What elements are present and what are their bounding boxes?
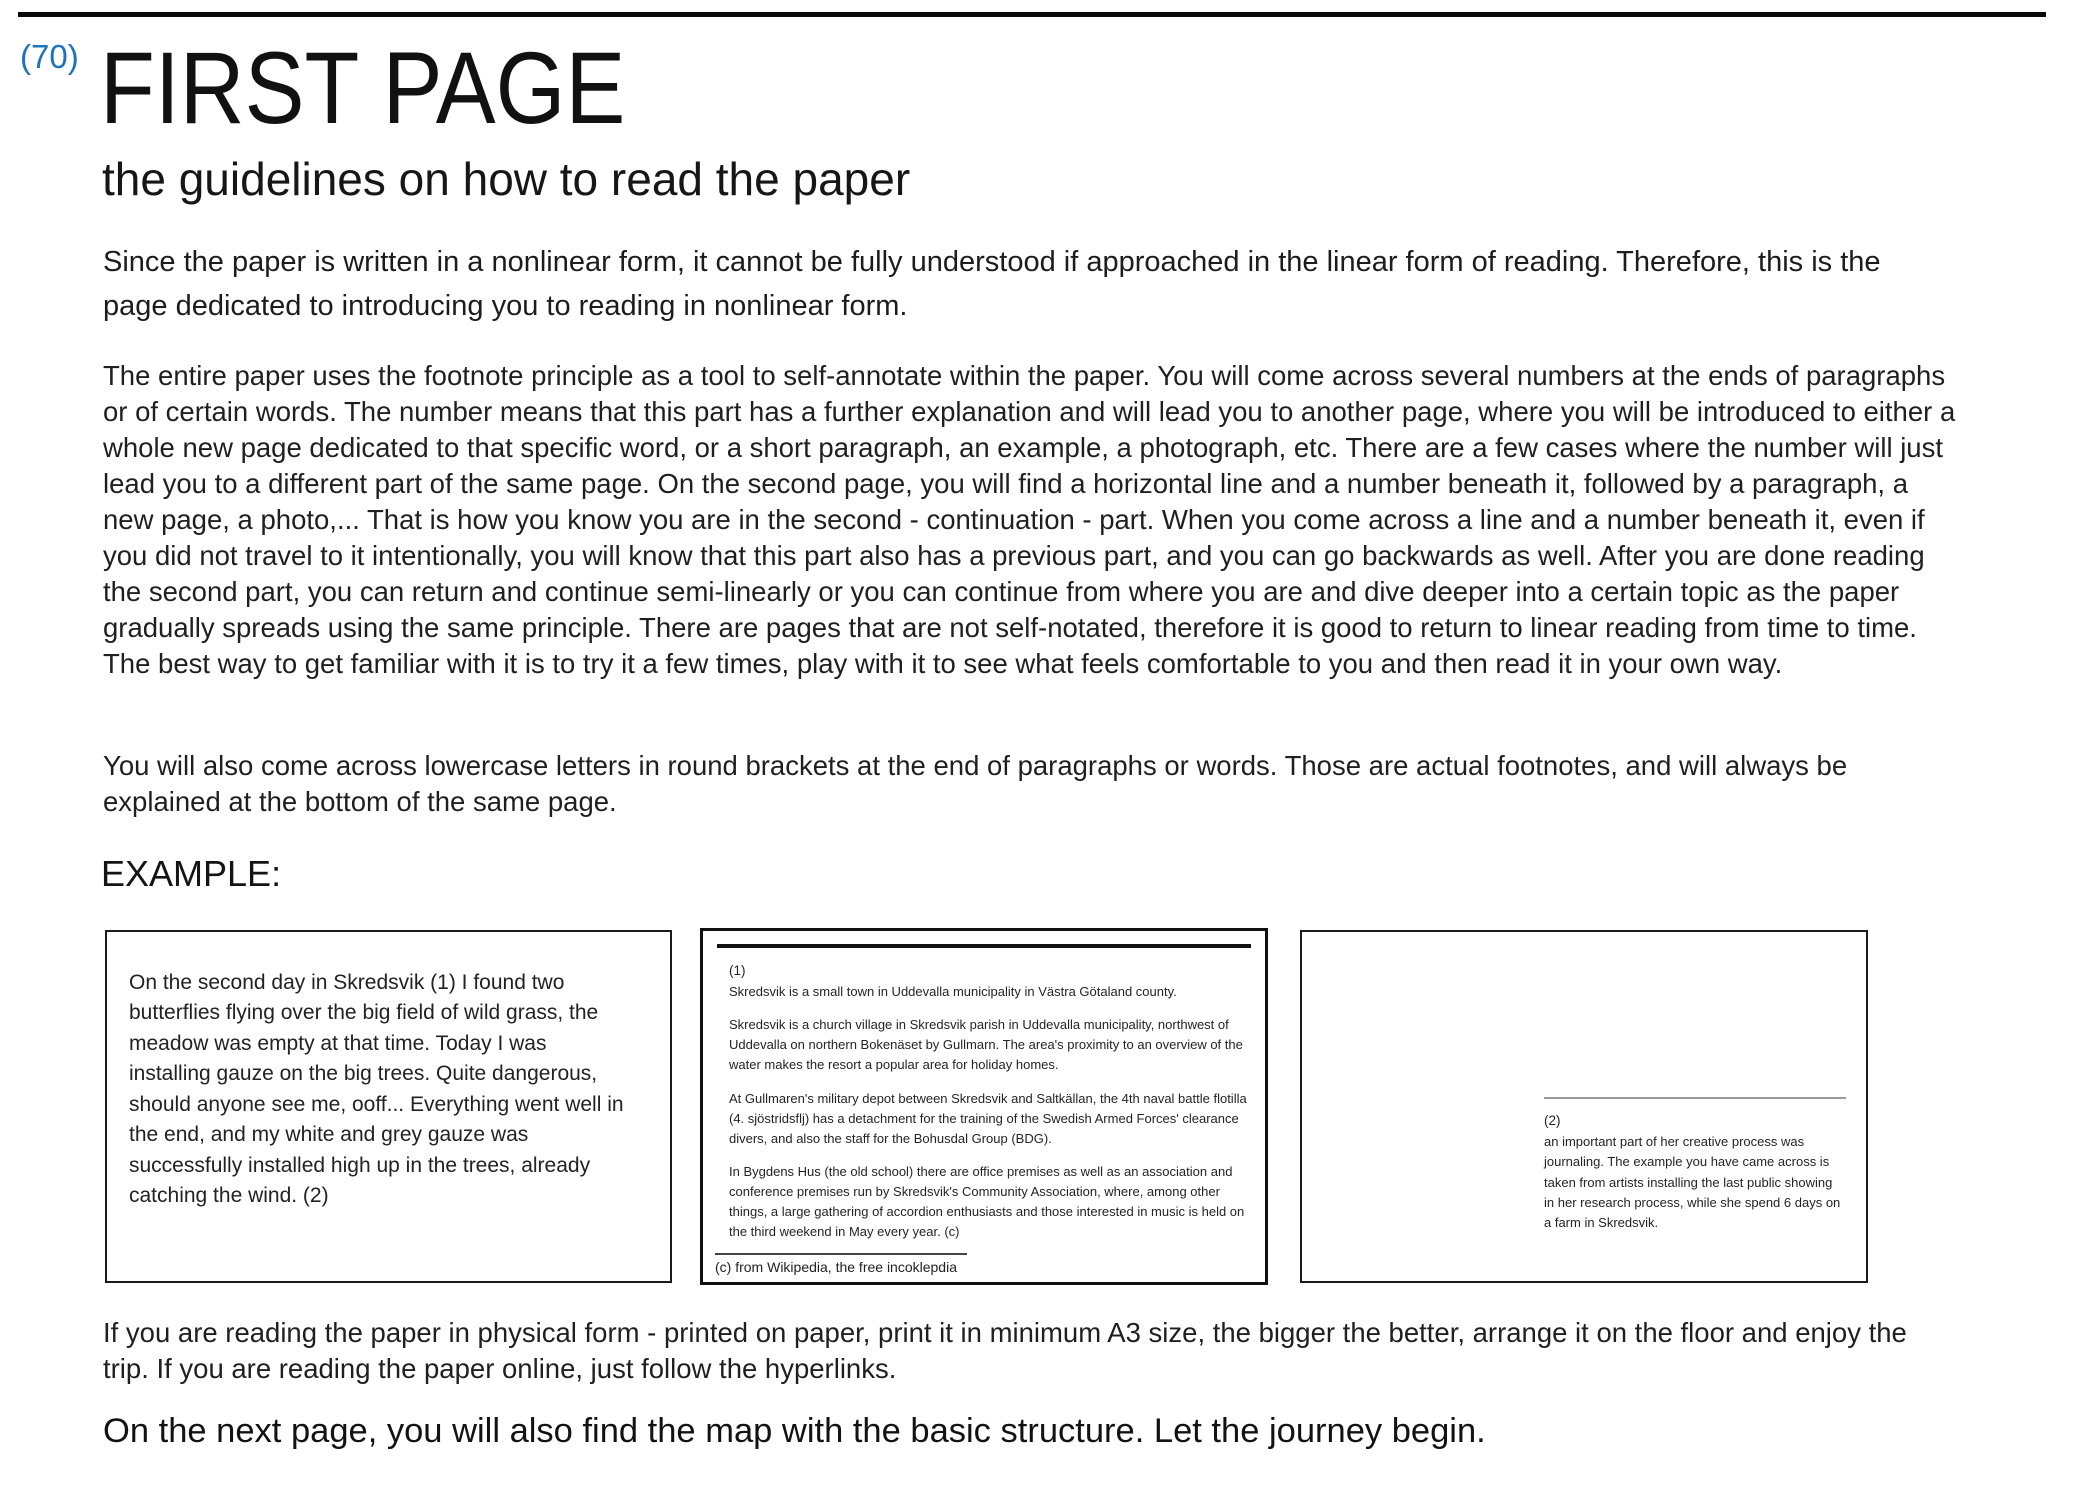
page-subtitle: the guidelines on how to read the paper (102, 153, 911, 205)
wiki-paragraph-1: Skredsvik is a small town in Uddevalla municipality in Västra Götaland county. (729, 984, 1177, 999)
footnote-rule (715, 1253, 967, 1255)
wiki-paragraph-4: In Bygdens Hus (the old school) there are office premises as well as an association and conference premises run by Skredsvik's Community Association, where, among other things, a large gathering of accordion enthusiasts and those interested in music is held on the third weekend in May every year. (c) (729, 1163, 1245, 1240)
wiki-paragraph-2: Skredsvik is a church village in Skredsvik parish in Uddevalla municipality, northwest of Uddevalla on northern Bokenäset by Gullmarn. The area's proximity to an overview of the water makes the resort a popular area for holiday homes. (729, 1017, 1243, 1073)
footnote-2-label: (2) (1544, 1113, 1561, 1129)
example-heading: EXAMPLE: (101, 853, 282, 894)
footnote-2-note (1544, 1097, 1846, 1233)
closing-line: On the next page, you will also find the map with the basic structure. Let the journey begin. (103, 1412, 1486, 1450)
wiki-paragraph-3: At Gullmaren's military depot between Skredsvik and Saltkällan, the 4th naval battle flotilla (4. sjöstridsflj) has a detachment for the training of the Swedish Armed Forces' clearance divers, and also the staff for the Bohusdal Group (BDG). (729, 1090, 1247, 1146)
footnote-1-label: (1) (729, 963, 746, 978)
page-title: FIRST PAGE (100, 31, 626, 145)
wiki-source-footnote (715, 1253, 967, 1275)
example-box-footnote-1 (700, 928, 1268, 1285)
wiki-source-text: (c) from Wikipedia, the free incoklepdia (715, 1259, 957, 1275)
diary-text: On the second day in Skredsvik (1) I found two butterflies flying over the big field of wild grass, the meadow was empty at that time. Today I was installing gauze on the big trees. Quite dangerous, should anyone see me, ooff... Everything went well in the end, and my white and grey gauze was successfully installed high up in the trees, already catching the wind. (2) (129, 971, 624, 1208)
footnote-2-text: an important part of her creative process was journaling. The example you have came across is taken from artists installing the last public showing in her research process, while she spend 6 days on a farm in Skredsvik. (1544, 1134, 1841, 1230)
example-box-footnote-2 (1300, 930, 1868, 1283)
continuation-line (717, 944, 1251, 948)
guidelines-paragraph: The entire paper uses the footnote principle as a tool to self-annotate within the paper. You will come across several numbers at the ends of paragraphs or of certain words. The number means that this part has a further explanation and will lead you to another page, where you will be introduced to either a whole new page dedicated to that specific word, or a short paragraph, an example, a photograph, etc. There are a few cases where the number will just lead you to a different part of the same page. On the second page, you will find a horizontal line and a number beneath it, followed by a paragraph, a new page, a photo,... That is how you know you are in the second - continuation - part. When you come across a line and a number beneath it, even if you did not travel to it intentionally, you will know that this part also has a previous part, and you can go backwards as well. After you are done reading the second part, you can return and continue semi-linearly or you can continue from where you are and dive deeper into a certain topic as the paper gradually spreads using the same principle. There are pages that are not self-notated, therefore it is good to return to linear reading from time to time. The best way to get familiar with it is to try it a few times, play with it to see what feels comfortable to you and then read it in your own way. (103, 360, 1956, 680)
footnote-2-rule (1544, 1097, 1846, 1099)
print-instructions-paragraph: If you are reading the paper in physical form - printed on paper, print it in minimum A3 size, the bigger the better, arrange it on the floor and enjoy the trip. If you are reading the paper online, just follow the hyperlinks. (103, 1317, 1907, 1385)
example-box-diary (105, 930, 672, 1283)
top-divider-rule (18, 12, 2046, 17)
intro-paragraph: Since the paper is written in a nonlinear form, it cannot be fully understood if approached in the linear form of reading. Therefore, this is the page dedicated to introducing you to reading in nonlinear form. (103, 246, 1881, 323)
footnotes-explainer-paragraph: You will also come across lowercase letters in round brackets at the end of paragraphs or words. Those are actual footnotes, and will always be explained at the bottom of the same page. (103, 750, 1848, 818)
page-reference-marker[interactable]: (70) (20, 38, 79, 75)
